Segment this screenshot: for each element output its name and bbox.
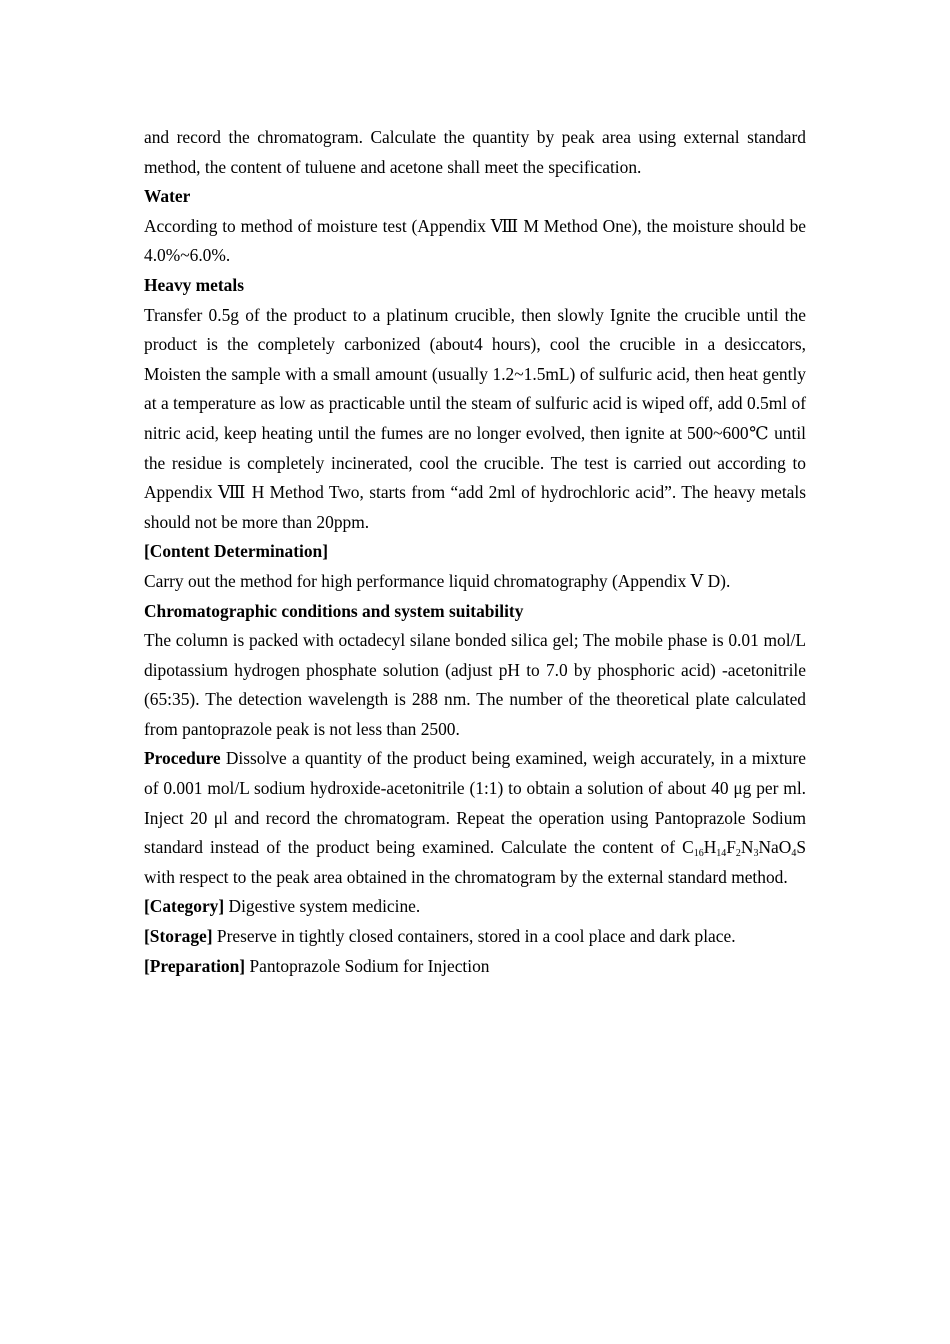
category-paragraph [144, 892, 806, 922]
water-heading: Water [144, 186, 191, 207]
preparation-label: [Preparation] [144, 955, 246, 976]
procedure-text-after-formula: with respect to the peak area obtained in the chromatogram by the external standard method. [144, 866, 788, 887]
heavy-metals-paragraph: Transfer 0.5g of the product to a platinum crucible, then slowly Ignite the crucible until the product is the completely carbonized (about4 hours), cool the crucible in a desiccators, Moisten the sample with a small amount (usually 1.2~1.5mL) of sulfuric acid, then heat gently at a temperature as low as practicable until the steam of sulfuric acid is wiped off, add 0.5ml of nitric acid, keep heating until the fumes are no longer evolved, then ignite at 500~600℃ until the residue is completely incinerated, cool the crucible. The test is carried out according to Appendix Ⅷ H Method Two, starts from “add 2ml of hydrochloric acid”. The heavy metals should not be more than 20ppm. [144, 304, 806, 532]
category-text: Digestive system medicine. [224, 896, 421, 917]
content-determination-heading: [Content Determination] [144, 541, 329, 562]
document-page [144, 123, 806, 981]
molecular-formula: $C_{16}H_{14}F_2N_3NaO_4S$ [682, 837, 806, 860]
storage-text: Preserve in tightly closed containers, stored in a cool place and dark place. [212, 926, 736, 947]
intro-paragraph: and record the chromatogram. Calculate the quantity by peak area using external standard method, the content of tuluene and acetone shall meet the specification. [144, 127, 806, 177]
heavy-metals-heading: Heavy metals [144, 274, 244, 295]
content-determination-paragraph: Carry out the method for high performance liquid chromatography (Appendix Ⅴ D). [144, 570, 731, 591]
preparation-text: Pantoprazole Sodium for Injection [245, 955, 490, 976]
water-paragraph: According to method of moisture test (Appendix Ⅷ M Method One), the moisture should be 4.0%~6.0%. [144, 215, 806, 266]
preparation-paragraph [144, 952, 806, 982]
procedure-label: Procedure [144, 748, 221, 769]
storage-label: [Storage] [144, 926, 213, 947]
chromatographic-conditions-heading: Chromatographic conditions and system suitability [144, 600, 524, 621]
category-label: [Category] [144, 896, 225, 917]
chromatographic-conditions-paragraph: The column is packed with octadecyl silane bonded silica gel; The mobile phase is 0.01 mol/L dipotassium hydrogen phosphate solution (adjust pH to 7.0 by phosphoric acid) -acetonitrile (65:35). The detection wavelength is 288 nm. The number of the theoretical plate calculated from pantoprazole peak is not less than 2500. [144, 630, 806, 739]
procedure-text-before-formula: Dissolve a quantity of the product being examined, weigh accurately, in a mixture of 0.001 mol/L sodium hydroxide-acetonitrile (1:1) to obtain a solution of about 40 μg per ml. Inject 20 μl and record the chromatogram. Repeat the operation using Pantoprazole Sodium standard instead of the product being examined. Calculate the content of [144, 748, 806, 858]
procedure-paragraph [144, 744, 806, 892]
storage-paragraph [144, 922, 806, 952]
